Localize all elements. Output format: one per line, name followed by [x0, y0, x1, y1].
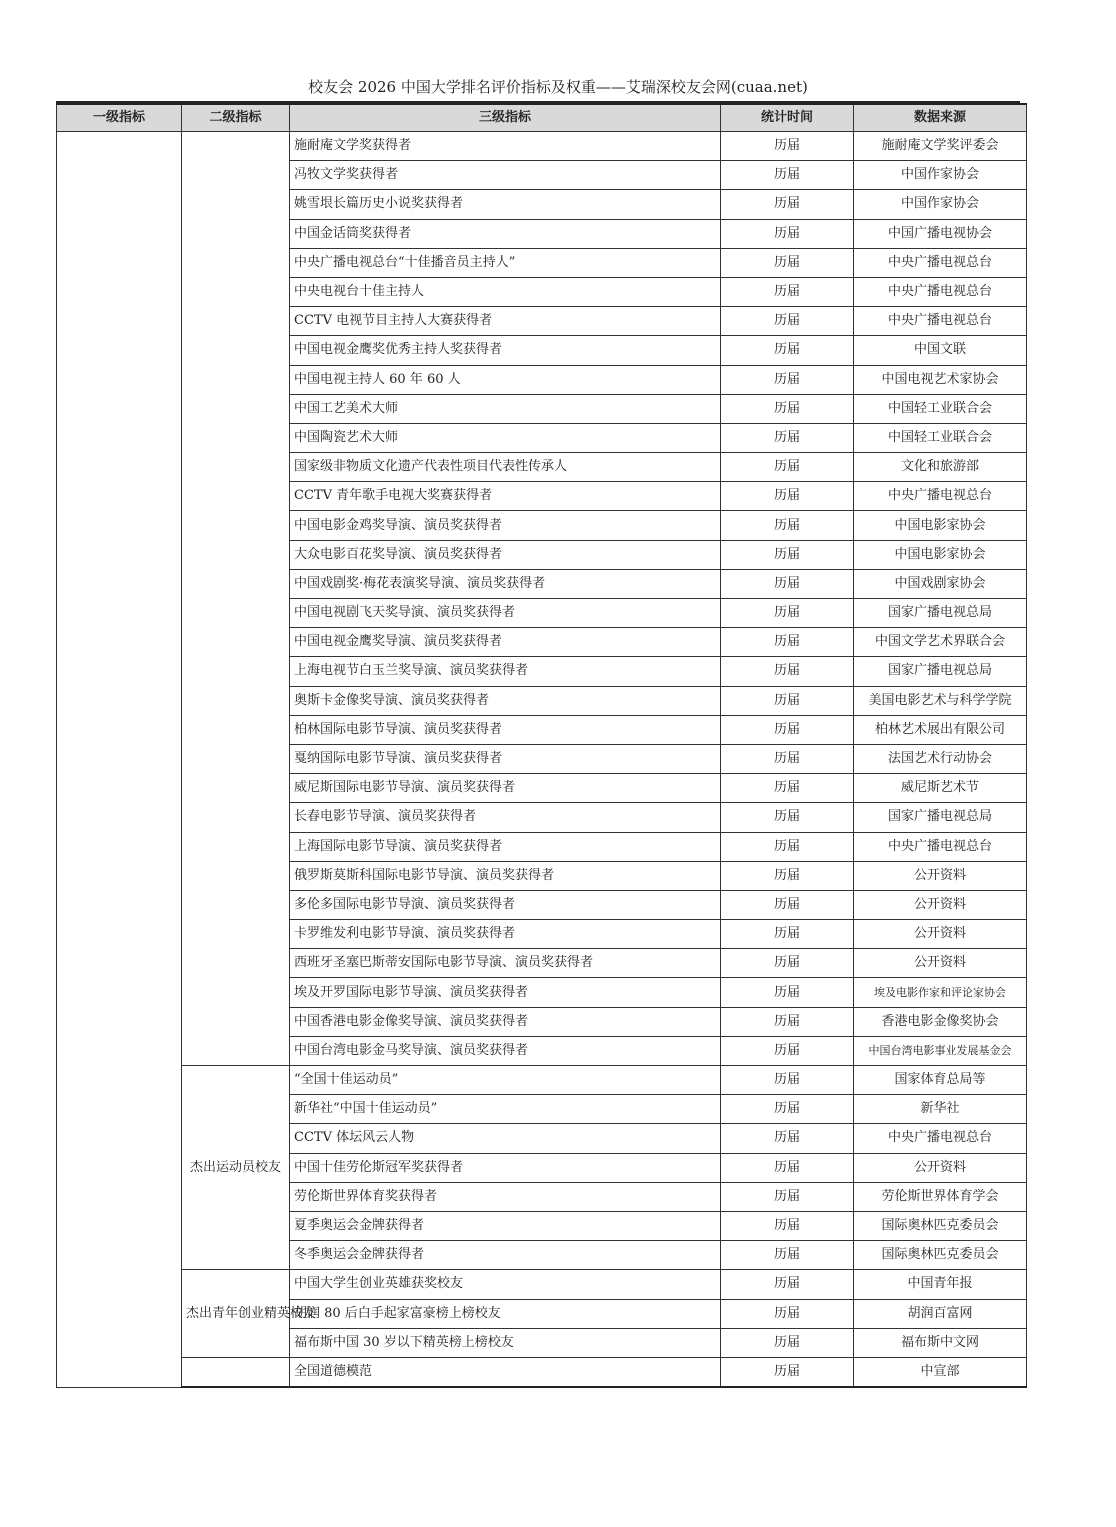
stat-time: 历届	[721, 423, 854, 452]
level3-indicator: 中国台湾电影金马奖导演、演员奖获得者	[290, 1036, 721, 1065]
stat-time: 历届	[721, 715, 854, 744]
level3-indicator: 中国工艺美术大师	[290, 394, 721, 423]
stat-time: 历届	[721, 132, 854, 161]
level3-indicator: 中央电视台十佳主持人	[290, 277, 721, 306]
stat-time: 历届	[721, 307, 854, 336]
table-row	[57, 1066, 1027, 1095]
level3-indicator: 戛纳国际电影节导演、演员奖获得者	[290, 744, 721, 773]
data-source: 中央广播电视总台	[854, 248, 1027, 277]
data-source: 公开资料	[854, 861, 1027, 890]
data-source: 威尼斯艺术节	[854, 774, 1027, 803]
data-source: 美国电影艺术与科学学院	[854, 686, 1027, 715]
level3-indicator: 中国陶瓷艺术大师	[290, 423, 721, 452]
level3-indicator: 全国道德模范	[290, 1357, 721, 1387]
level2-cell: 杰出青年创业精英校友	[182, 1270, 290, 1358]
data-source: 中国作家协会	[854, 190, 1027, 219]
stat-time: 历届	[721, 803, 854, 832]
data-source: 中国广播电视协会	[854, 219, 1027, 248]
level3-indicator: 胡润 80 后白手起家富豪榜上榜校友	[290, 1299, 721, 1328]
level3-indicator: 中国电视金鹰奖优秀主持人奖获得者	[290, 336, 721, 365]
stat-time: 历届	[721, 628, 854, 657]
level3-indicator: 冯牧文学奖获得者	[290, 161, 721, 190]
level3-indicator: 福布斯中国 30 岁以下精英榜上榜校友	[290, 1328, 721, 1357]
header-source: 数据来源	[854, 104, 1027, 132]
level3-indicator: 施耐庵文学奖获得者	[290, 132, 721, 161]
data-source: 柏林艺术展出有限公司	[854, 715, 1027, 744]
data-source: 国际奥林匹克委员会	[854, 1241, 1027, 1270]
table-row	[57, 132, 1027, 161]
level3-indicator: “全国十佳运动员”	[290, 1066, 721, 1095]
data-source: 中央广播电视总台	[854, 832, 1027, 861]
level3-indicator: 中国电视剧飞天奖导演、演员奖获得者	[290, 599, 721, 628]
level2-cell	[182, 132, 290, 1066]
data-source: 中国青年报	[854, 1270, 1027, 1299]
table-body	[57, 132, 1027, 1388]
level3-indicator: 西班牙圣塞巴斯蒂安国际电影节导演、演员奖获得者	[290, 949, 721, 978]
data-source: 国家体育总局等	[854, 1066, 1027, 1095]
level3-indicator: 中国香港电影金像奖导演、演员奖获得者	[290, 1007, 721, 1036]
data-source: 新华社	[854, 1095, 1027, 1124]
stat-time: 历届	[721, 453, 854, 482]
stat-time: 历届	[721, 1036, 854, 1065]
data-source: 中央广播电视总台	[854, 482, 1027, 511]
level3-indicator: 劳伦斯世界体育奖获得者	[290, 1182, 721, 1211]
data-source: 中国作家协会	[854, 161, 1027, 190]
stat-time: 历届	[721, 1124, 854, 1153]
level3-indicator: 长春电影节导演、演员奖获得者	[290, 803, 721, 832]
level2-cell	[182, 1357, 290, 1387]
data-source: 中央广播电视总台	[854, 307, 1027, 336]
header-level1: 一级指标	[57, 104, 182, 132]
data-source: 劳伦斯世界体育学会	[854, 1182, 1027, 1211]
stat-time: 历届	[721, 190, 854, 219]
data-source: 施耐庵文学奖评委会	[854, 132, 1027, 161]
stat-time: 历届	[721, 657, 854, 686]
stat-time: 历届	[721, 920, 854, 949]
stat-time: 历届	[721, 365, 854, 394]
stat-time: 历届	[721, 744, 854, 773]
level3-indicator: 中国金话筒奖获得者	[290, 219, 721, 248]
stat-time: 历届	[721, 394, 854, 423]
data-source: 中国文联	[854, 336, 1027, 365]
stat-time: 历届	[721, 1007, 854, 1036]
stat-time: 历届	[721, 540, 854, 569]
table-row	[57, 1357, 1027, 1387]
level3-indicator: CCTV 电视节目主持人大赛获得者	[290, 307, 721, 336]
table-row	[57, 1270, 1027, 1299]
level3-indicator: 威尼斯国际电影节导演、演员奖获得者	[290, 774, 721, 803]
data-source: 中国轻工业联合会	[854, 423, 1027, 452]
data-source: 公开资料	[854, 890, 1027, 919]
level3-indicator: 新华社“中国十佳运动员”	[290, 1095, 721, 1124]
level3-indicator: 中国大学生创业英雄获奖校友	[290, 1270, 721, 1299]
stat-time: 历届	[721, 511, 854, 540]
data-source: 福布斯中文网	[854, 1328, 1027, 1357]
stat-time: 历届	[721, 1241, 854, 1270]
data-source: 中国电影家协会	[854, 540, 1027, 569]
stat-time: 历届	[721, 1299, 854, 1328]
level1-cell	[57, 132, 182, 1388]
stat-time: 历届	[721, 277, 854, 306]
stat-time: 历届	[721, 248, 854, 277]
level3-indicator: 姚雪垠长篇历史小说奖获得者	[290, 190, 721, 219]
data-source: 中央广播电视总台	[854, 277, 1027, 306]
stat-time: 历届	[721, 1270, 854, 1299]
stat-time: 历届	[721, 1095, 854, 1124]
stat-time: 历届	[721, 1182, 854, 1211]
header-row	[57, 104, 1027, 132]
data-source: 中国戏剧家协会	[854, 569, 1027, 598]
data-source: 公开资料	[854, 920, 1027, 949]
data-source: 中国电视艺术家协会	[854, 365, 1027, 394]
stat-time: 历届	[721, 219, 854, 248]
data-source: 中央广播电视总台	[854, 1124, 1027, 1153]
level3-indicator: 俄罗斯莫斯科国际电影节导演、演员奖获得者	[290, 861, 721, 890]
level3-indicator: 中国电视金鹰奖导演、演员奖获得者	[290, 628, 721, 657]
level3-indicator: 中国十佳劳伦斯冠军奖获得者	[290, 1153, 721, 1182]
data-source: 国际奥林匹克委员会	[854, 1211, 1027, 1240]
stat-time: 历届	[721, 774, 854, 803]
header-time: 统计时间	[721, 104, 854, 132]
data-source: 法国艺术行动协会	[854, 744, 1027, 773]
data-source: 中国台湾电影事业发展基金会	[854, 1036, 1027, 1065]
level3-indicator: CCTV 青年歌手电视大奖赛获得者	[290, 482, 721, 511]
stat-time: 历届	[721, 890, 854, 919]
level3-indicator: 夏季奥运会金牌获得者	[290, 1211, 721, 1240]
data-source: 中国轻工业联合会	[854, 394, 1027, 423]
indicator-table	[56, 103, 1027, 1388]
stat-time: 历届	[721, 161, 854, 190]
data-source: 国家广播电视总局	[854, 657, 1027, 686]
page-title: 校友会 2026 中国大学排名评价指标及权重——艾瑞深校友会网(cuaa.net)	[308, 78, 808, 96]
stat-time: 历届	[721, 686, 854, 715]
stat-time: 历届	[721, 336, 854, 365]
level3-indicator: 上海电视节白玉兰奖导演、演员奖获得者	[290, 657, 721, 686]
data-source: 中宣部	[854, 1357, 1027, 1387]
header-level2: 二级指标	[182, 104, 290, 132]
level3-indicator: 中央广播电视总台“十佳播音员主持人”	[290, 248, 721, 277]
data-source: 国家广播电视总局	[854, 803, 1027, 832]
level3-indicator: 中国电视主持人 60 年 60 人	[290, 365, 721, 394]
level3-indicator: 大众电影百花奖导演、演员奖获得者	[290, 540, 721, 569]
level3-indicator: CCTV 体坛风云人物	[290, 1124, 721, 1153]
data-source: 胡润百富网	[854, 1299, 1027, 1328]
level3-indicator: 中国电影金鸡奖导演、演员奖获得者	[290, 511, 721, 540]
level2-cell: 杰出运动员校友	[182, 1066, 290, 1270]
data-source: 埃及电影作家和评论家协会	[854, 978, 1027, 1007]
stat-time: 历届	[721, 861, 854, 890]
stat-time: 历届	[721, 482, 854, 511]
stat-time: 历届	[721, 1328, 854, 1357]
level3-indicator: 奥斯卡金像奖导演、演员奖获得者	[290, 686, 721, 715]
stat-time: 历届	[721, 832, 854, 861]
header-level3: 三级指标	[290, 104, 721, 132]
stat-time: 历届	[721, 569, 854, 598]
stat-time: 历届	[721, 978, 854, 1007]
data-source: 文化和旅游部	[854, 453, 1027, 482]
stat-time: 历届	[721, 1357, 854, 1387]
stat-time: 历届	[721, 1066, 854, 1095]
data-source: 中国电影家协会	[854, 511, 1027, 540]
level3-indicator: 埃及开罗国际电影节导演、演员奖获得者	[290, 978, 721, 1007]
level3-indicator: 柏林国际电影节导演、演员奖获得者	[290, 715, 721, 744]
level3-indicator: 冬季奥运会金牌获得者	[290, 1241, 721, 1270]
stat-time: 历届	[721, 949, 854, 978]
level3-indicator: 国家级非物质文化遗产代表性项目代表性传承人	[290, 453, 721, 482]
data-source: 公开资料	[854, 949, 1027, 978]
level3-indicator: 上海国际电影节导演、演员奖获得者	[290, 832, 721, 861]
data-source: 国家广播电视总局	[854, 599, 1027, 628]
stat-time: 历届	[721, 1153, 854, 1182]
stat-time: 历届	[721, 1211, 854, 1240]
stat-time: 历届	[721, 599, 854, 628]
level3-indicator: 多伦多国际电影节导演、演员奖获得者	[290, 890, 721, 919]
data-source: 公开资料	[854, 1153, 1027, 1182]
data-source: 中国文学艺术界联合会	[854, 628, 1027, 657]
level3-indicator: 卡罗维发利电影节导演、演员奖获得者	[290, 920, 721, 949]
level3-indicator: 中国戏剧奖·梅花表演奖导演、演员奖获得者	[290, 569, 721, 598]
data-source: 香港电影金像奖协会	[854, 1007, 1027, 1036]
